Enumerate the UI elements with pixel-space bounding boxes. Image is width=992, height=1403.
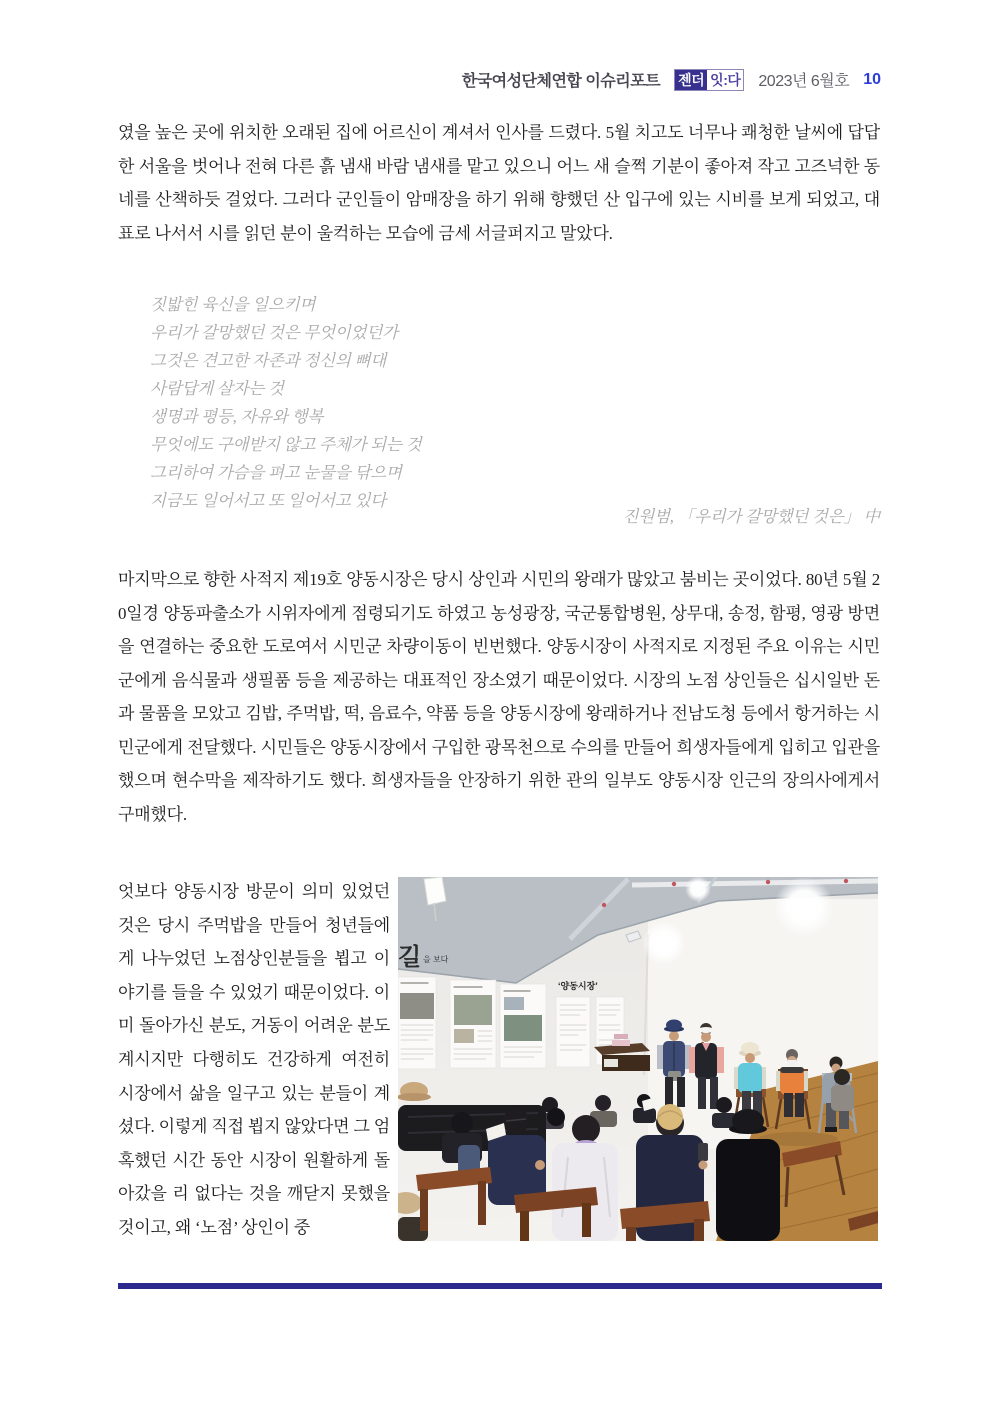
meeting-photo (398, 877, 878, 1241)
wall-title-big: 길 (398, 944, 422, 971)
paragraph-2: 마지막으로 향한 사적지 제19호 양동시장은 당시 상인과 시민의 왕래가 많았고 붐비는 곳이었다. 80년 5월 20일경 양동파출소가 시위자에게 점령되기도 하였고 농성광장, 국군통합병원, 상무대, 송정, 함평, 영광 방면을 연결하는 중요한 도로여서 시민군 차량이동이 빈번했다. 양동시장이 사적지로 지정된 주요 이유는 시민군에게 음식물과 생필품 등을 제공하는 대표적인 장소였기 때문이었다. 시장의 노점 상인들은 십시일반 돈과 물품을 모았고 김밥, 주먹밥, 떡, 음료수, 약품 등을 양동시장에 왕래하거나 전남도청 등에서 항거하는 시민군에게 전달했다. 시민들은 양동시장에서 구입한 광목천으로 수의를 만들어 희생자들에게 입히고 입관을 했으며 현수막을 제작하기도 했다. 희생자들을 안장하기 위한 관의 일부도 양동시장 인근의 장의사에게서 구매했다. (118, 570, 880, 824)
poem-line: 짓밟힌 육신을 일으키며 (150, 295, 316, 314)
poem-line: 사람답게 살자는 것 (150, 379, 284, 398)
wall-title-center: ‘양동시장’ (558, 981, 598, 991)
page-number: 10 (863, 70, 881, 88)
footer-rule (118, 1283, 882, 1289)
poem-line: 생명과 평등, 자유와 행복 (150, 407, 324, 426)
poem-line: 그리하여 가슴을 펴고 눈물을 닦으며 (150, 463, 402, 482)
wall-title-small: 을 보다 (423, 955, 449, 964)
ceiling-light (685, 877, 711, 902)
paragraph-1: 였을 높은 곳에 위치한 오래된 집에 어르신이 계셔서 인사를 드렸다. 5월 치고도 너무나 쾌청한 날씨에 답답한 서울을 벗어나 전혀 다른 흙 냄새 바람 냄새를 맡고 있으니 어느 새 슬쩍 기분이 좋아져 작고 고즈넉한 동네를 산책하듯 걸었다. 그러다 군인들이 암매장을 하기 위해 향했던 산 입구에 있는 시비를 보게 되었고, 대표로 나서서 시를 읽던 분이 울컥하는 모습에 금세 서글퍼지고 말았다. (118, 123, 880, 243)
issue-label: 2023년 6월호 (758, 73, 850, 90)
paragraph-3: 엇보다 양동시장 방문이 의미 있었던 것은 당시 주먹밥을 만들어 청년들에게 나누었던 노점상인분들을 뵙고 이야기를 들을 수 있었기 때문이었다. 이미 돌아가신 분도, 거동이 어려운 분도 계시지만 다행히도 건강하게 여전히 시장에서 삶을 일구고 있는 분들이 계셨다. 이렇게 직접 뵙지 않았다면 그 엄혹했던 시간 동안 시장이 원활하게 돌아갔을 리 없다는 것을 깨닫지 못했을 것이고, 왜 ‘노점’ 상인이 중 (118, 882, 390, 1237)
wall-lamp (424, 877, 446, 905)
poem-line: 지금도 일어서고 또 일어서고 있다 (150, 491, 387, 510)
ceiling-light (774, 877, 834, 937)
ceiling-light (642, 921, 686, 965)
poem-attribution: 진원범, 「우리가 갈망했던 것은」 中 (622, 507, 880, 526)
poem-line: 그것은 견고한 자존과 정신의 뼈대 (150, 351, 387, 370)
logo-suffix: 잇:다 (707, 70, 743, 90)
page-header (462, 68, 881, 91)
poem-line: 무엇에도 구애받지 않고 주체가 되는 것 (150, 435, 422, 454)
meeting-photo-illustration (398, 877, 878, 1241)
genderitda-logo (674, 69, 744, 91)
report-title: 한국여성단체연합 이슈리포트 (461, 73, 661, 90)
poem-block (150, 291, 421, 515)
logo-prefix: 젠더 (675, 70, 707, 90)
poem-line: 우리가 갈망했던 것은 무엇이었던가 (150, 323, 398, 342)
